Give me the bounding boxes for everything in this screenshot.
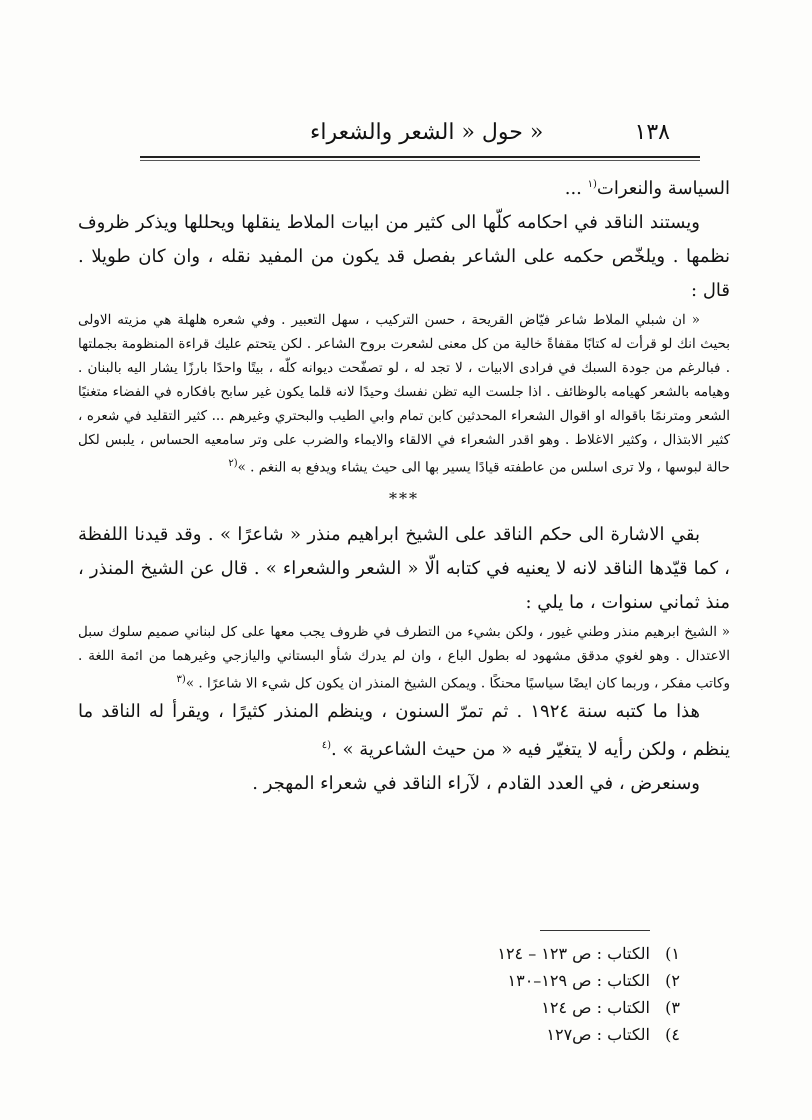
- paragraph-3: هذا ما كتبه سنة ١٩٢٤ . ثم تمرّ السنون ، وينظم المنذر كثيرًا ، ويقرأ له الناقد ما ينظم ، ولكن رأيه لا يتغيّر فيه « من حيث الشاعرية » .$^{(٤}$: [78, 701, 730, 760]
- header-rule-thin: [140, 160, 700, 161]
- header-rule: [140, 156, 700, 158]
- quote-munzer: « الشيخ ابرهيم منذر وطني غيور ، ولكن بشيء من التطرف في ظروف يجب معها على كل لبناني صميم سلوك سبل الاعتدال . وهو لغوي مدقق مشهود له بطول الباع ، وان لم يدرك شأو البستاني واليازجي وغيرهما من ائمة اللغة . وكاتب مفكر ، وربما كان ايضًا سياسيًا محنكًا . ويمكن الشيخ المنذر ان يكون كل شيء الا شاعرًا . »$^{(٣}$: [78, 623, 730, 691]
- footnote-ref-3: (٣: [176, 673, 186, 685]
- footnote-rule: [540, 930, 650, 931]
- quote-malat: « ان شبلي الملاط شاعر فيّاض القريحة ، حسن التركيب ، سهل التعبير . وفي شعره هلهلة هي مزيته الاولى بحيث انك لو قرأت له كتابًا مقفاةً خالية من كل معنى لشعرت بروح الشاعر . لكن يتحتم عليك قراءة المنظومة بجملتها . فبالرغم من جودة السبك في فرادى الابيات ، لا تجد له ، لو تصفّحت ديوانه كلّه ، بيتًا واحدًا بارزًا يشار اليه بالبنان . وهيامه بالشعر كهيامه بالوظائف . اذا جلست اليه تظن نفسك وحيدًا لانه قلما يكون غير سابح بافكاره في الفضاء متغنيًا الشعر ومترنمًا باقواله او اقوال الشعراء المحدثين كابن تمام وابي الطيب والبحتري وغيرهم ... كثير التقليد في شعره ، كثير الابتذال ، وكثير الاغلاط . وهو اقدر الشعراء في الالقاء والايماء والضرب على وتر سامعيه الحساس ، يلبس لكل حالة لبوسها ، ولا ترى اسلس من عاطفته قيادًا يسير بها الى حيث يشاء ويدفع به النغم . »$^{(٢}$: [78, 312, 730, 476]
- footnote: ١)الكتاب : ص ١٢٣ – ١٢٤: [497, 944, 680, 963]
- paragraph-2: بقي الاشارة الى حكم الناقد على الشيخ ابراهيم منذر « شاعرًا » . وقد قيدنا اللفظة ، كما قيّدها الناقد لانه لا يعنيه في كتابه الّا « الشعر والشعراء » . قال عن الشيخ المنذر ، منذ ثماني سنوات ، ما يلي :: [78, 523, 730, 613]
- section-separator: ***: [389, 488, 419, 508]
- page-header: [140, 120, 700, 160]
- main-text: [78, 168, 730, 801]
- footnote: ٤)الكتاب : ص١٢٧: [546, 1025, 680, 1044]
- page-number: ١٣٨: [634, 120, 670, 145]
- footnote-ref-2: (٢: [228, 458, 238, 469]
- footnote: ٢)الكتاب : ص ١٢٩–١٣٠: [507, 971, 680, 990]
- intro-line: السياسة والنعرات$^{(١}$ ...: [564, 178, 730, 199]
- footnote-ref-1: (١: [587, 179, 597, 190]
- paragraph-1: ويستند الناقد في احكامه كلّها الى كثير من ابيات الملاط ينقلها ويحللها ويذكر ظروف نظمها . ويلخّص حكمه على الشاعر بفصل قد يكون من المفيد نقله ، وان كان طويلا . قال :: [78, 212, 730, 301]
- footnote: ٣)الكتاب : ص ١٢٤: [541, 998, 680, 1017]
- paragraph-4: وسنعرض ، في العدد القادم ، لآراء الناقد في شعراء المهجر .: [252, 773, 700, 794]
- footnote-ref-4: (٤: [321, 740, 332, 751]
- running-title: حول « الشعر والشعراء »: [310, 120, 544, 145]
- footnotes: [380, 940, 680, 1048]
